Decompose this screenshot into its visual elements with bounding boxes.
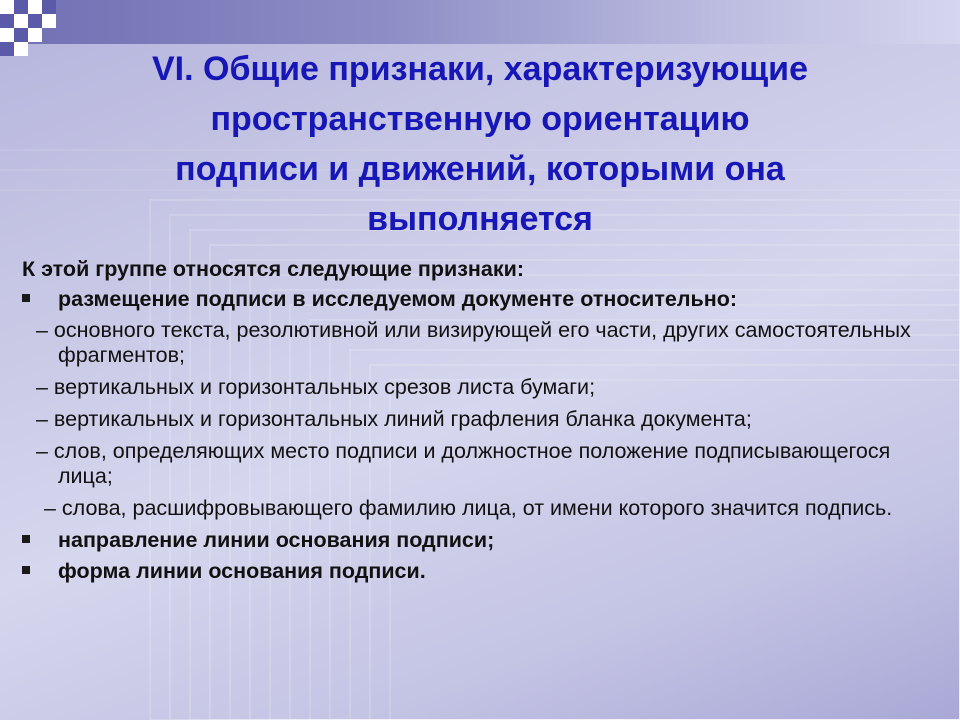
- bullet-item: [22, 528, 927, 553]
- slide-title: [40, 44, 920, 244]
- sub-item: – основного текста, резолютивной или визирующей его части, других самостоятельных фрагментов;: [36, 318, 911, 367]
- sub-item: – слова, расшифровывающего фамилию лица, от имени которого значится подпись.: [44, 496, 893, 520]
- sub-item: – вертикальных и горизонтальных линий графления бланка документа;: [36, 407, 752, 431]
- square-bullet-icon: [22, 566, 30, 574]
- square-bullet-icon: [22, 535, 30, 543]
- bullet-text: форма линии основания подписи.: [58, 559, 426, 583]
- bullet-text: направление линии основания подписи;: [58, 528, 495, 552]
- sub-item: – слов, определяющих место подписи и должностное положение подписывающегося лица;: [36, 439, 891, 488]
- sub-item: – вертикальных и горизонтальных срезов листа бумаги;: [36, 375, 596, 399]
- title-line: пространственную ориентацию: [210, 100, 750, 138]
- bullet-text: размещение подписи в исследуемом документе относительно:: [58, 287, 737, 311]
- bullet-item: [22, 559, 927, 584]
- slide-body: [22, 257, 927, 590]
- title-line: выполняется: [367, 200, 593, 238]
- title-line: подписи и движений, которыми она: [175, 150, 785, 188]
- bullet-item: [22, 287, 927, 312]
- intro-text: К этой группе относятся следующие признаки:: [22, 257, 525, 281]
- title-line: VI. Общие признаки, характеризующие: [151, 50, 808, 88]
- top-band: [0, 0, 960, 44]
- square-bullet-icon: [22, 294, 30, 302]
